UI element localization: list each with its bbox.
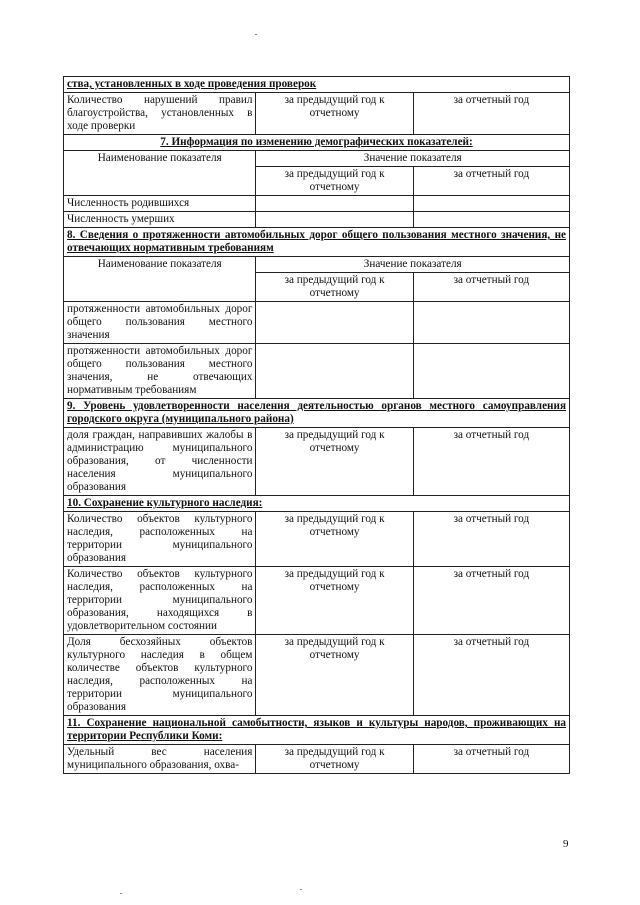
empty-cell — [413, 344, 569, 399]
empty-cell — [256, 302, 413, 344]
page-number: 9 — [563, 838, 569, 850]
cell-prev-year: за предыдущий год к отчетному — [256, 512, 413, 567]
cell-prev-year: за предыдущий год к отчетному — [256, 567, 413, 635]
cell-prev-year: за предыдущий год к отчетному — [256, 93, 413, 135]
row-label: Количество нарушений правил благоустройства, установленных в ходе проверки — [64, 93, 256, 135]
section-continuation: ства, установленных в ходе проведения проверок — [64, 77, 570, 93]
table-row — [64, 212, 570, 228]
cell-report-year: за отчетный год — [413, 93, 569, 135]
scan-artifact — [300, 889, 302, 890]
scan-artifact — [255, 34, 257, 35]
row-label: Количество объектов культурного наследия, расположенных на территории муниципального образования, находящихся в удовлетворительном состоянии — [64, 567, 256, 635]
cell-prev-year: за предыдущий год к отчетному — [256, 428, 413, 496]
table-row — [64, 135, 570, 151]
header-indicator-value: Значение показателя — [256, 257, 570, 273]
header-prev-year: за предыдущий год к отчетному — [256, 167, 413, 196]
table-row — [64, 496, 570, 512]
section-7-title: 7. Информация по изменению демографических показателей: — [64, 135, 570, 151]
table-row — [64, 635, 570, 716]
row-label: доля граждан, направивших жалобы в администрацию муниципального образования, от численности населения муниципального образования — [64, 428, 256, 496]
table-row — [64, 567, 570, 635]
header-report-year: за отчетный год — [413, 167, 569, 196]
cell-report-year: за отчетный год — [413, 745, 569, 774]
table-row — [64, 512, 570, 567]
row-label: Доля бесхозяйных объектов культурного наследия в общем количестве объектов культурного наследия, расположенных на территории муниципального образования — [64, 635, 256, 716]
section-11-title: 11. Сохранение национальной самобытности, языков и культуры народов, проживающих на территории Республики Коми: — [64, 716, 570, 745]
header-prev-year: за предыдущий год к отчетному — [256, 273, 413, 302]
empty-cell — [413, 196, 569, 212]
cell-prev-year: за предыдущий год к отчетному — [256, 635, 413, 716]
empty-cell — [413, 302, 569, 344]
section-9-title: 9. Уровень удовлетворенности населения деятельностью органов местного самоуправления городского округа (муниципального района) — [64, 399, 570, 428]
report-table — [63, 76, 570, 774]
empty-cell — [256, 344, 413, 399]
table-row — [64, 428, 570, 496]
table-row — [64, 716, 570, 745]
row-label: Количество объектов культурного наследия, расположенных на территории муниципального образования — [64, 512, 256, 567]
cell-prev-year: за предыдущий год к отчетному — [256, 745, 413, 774]
table-row — [64, 745, 570, 774]
row-label: Численность родившихся — [64, 196, 256, 212]
cell-report-year: за отчетный год — [413, 428, 569, 496]
table-row — [64, 399, 570, 428]
header-report-year: за отчетный год — [413, 273, 569, 302]
table-row — [64, 151, 570, 167]
cell-report-year: за отчетный год — [413, 567, 569, 635]
table-row — [64, 302, 570, 344]
scan-artifact — [120, 893, 122, 894]
table-row — [64, 196, 570, 212]
header-indicator-name: Наименование показателя — [64, 151, 256, 196]
header-indicator-name: Наименование показателя — [64, 257, 256, 302]
table-row — [64, 93, 570, 135]
empty-cell — [256, 196, 413, 212]
section-8-title: 8. Сведения о протяженности автомобильных дорог общего пользования местного значения, не отвечающих нормативным требованиям — [64, 228, 570, 257]
table-row — [64, 257, 570, 273]
empty-cell — [256, 212, 413, 228]
table-row — [64, 344, 570, 399]
row-label: Удельный вес населения муниципального образования, охва- — [64, 745, 256, 774]
table-row — [64, 228, 570, 257]
empty-cell — [413, 212, 569, 228]
cell-report-year: за отчетный год — [413, 512, 569, 567]
row-label: протяженности автомобильных дорог общего пользования местного значения — [64, 302, 256, 344]
row-label: Численность умерших — [64, 212, 256, 228]
table-row — [64, 77, 570, 93]
header-indicator-value: Значение показателя — [256, 151, 570, 167]
row-label: протяженности автомобильных дорог общего пользования местного значения, не отвечающих нормативным требованиям — [64, 344, 256, 399]
section-10-title: 10. Сохранение культурного наследия: — [64, 496, 570, 512]
cell-report-year: за отчетный год — [413, 635, 569, 716]
